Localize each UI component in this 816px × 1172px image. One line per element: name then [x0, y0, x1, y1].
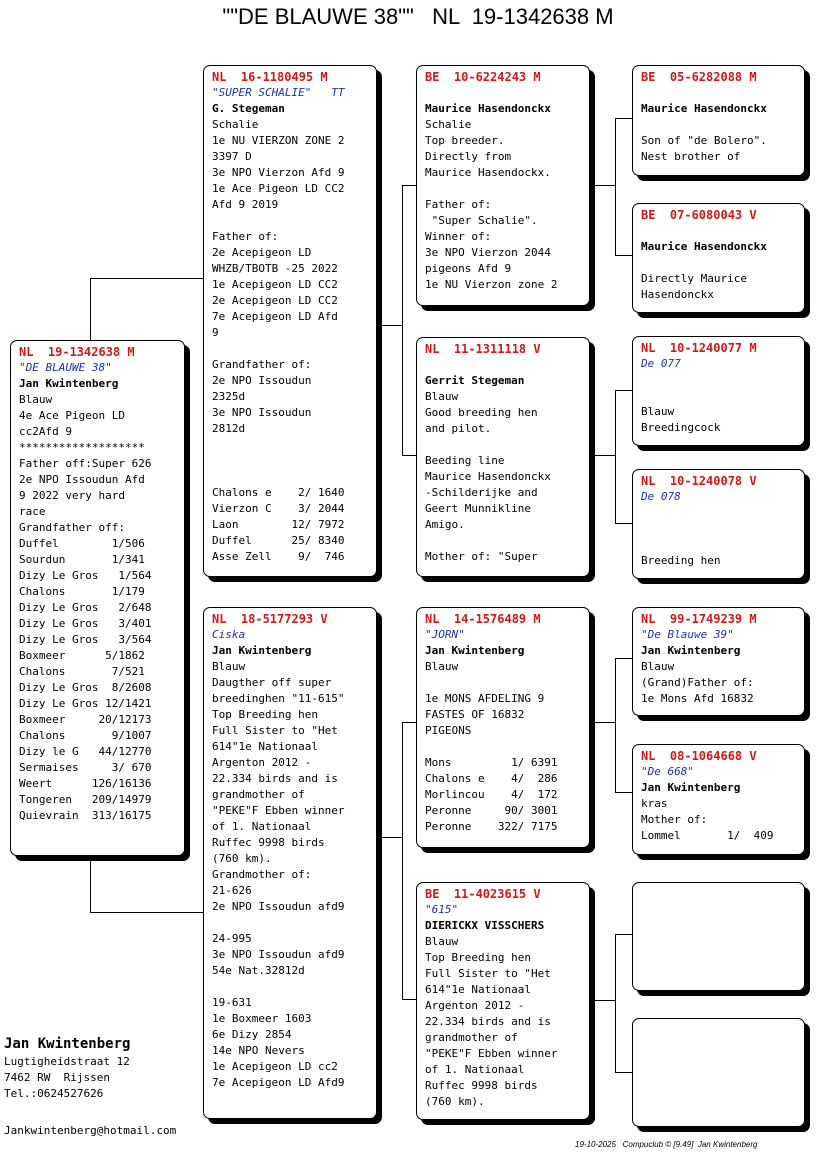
info-line: Argenton 2012 -: [212, 756, 312, 769]
connector-line: [615, 658, 616, 792]
card-mmm-empty: [632, 1018, 805, 1127]
ring-number: BE 07-6080043 V: [641, 208, 757, 222]
ring-number: NL 10-1240077 M: [641, 341, 757, 355]
info-line: Maurice Hasendockx.: [425, 166, 551, 179]
breeder-name: Jan Kwintenberg: [641, 644, 741, 657]
info-line: 614"1e Nationaal: [425, 983, 531, 996]
pigeon-name: "615": [425, 903, 459, 916]
info-line: Grandfather off:: [19, 521, 125, 534]
info-line: breedinghen "11-615": [212, 692, 345, 705]
connector-line: [90, 278, 91, 341]
info-line: pigeons Afd 9: [425, 262, 512, 275]
info-line: Father off:Super 626: [19, 457, 152, 470]
info-line: 3e NPO Issoudun: [212, 406, 312, 419]
info-line: (760 km).: [425, 1095, 485, 1108]
breeder-name: Maurice Hasendonckx: [641, 102, 767, 115]
connector-line: [615, 118, 616, 255]
info-line: Peronne 322/ 7175: [425, 820, 558, 833]
connector-line: [402, 185, 403, 455]
info-line: 2e NPO Issoudun afd9: [212, 900, 345, 913]
info-line: -Schilderijke and: [425, 486, 538, 499]
info-line: Boxmeer 5/1862: [19, 649, 145, 662]
info-line: Directly Maurice: [641, 272, 747, 285]
info-line: *******************: [19, 441, 145, 454]
card-fmf: [632, 336, 805, 446]
info-line: Peronne 90/ 3001: [425, 804, 558, 817]
card-father-father: [416, 65, 590, 306]
info-line: Blauw: [212, 660, 246, 673]
card-mff: [632, 607, 805, 716]
connector-line: [377, 325, 402, 326]
connector-line: [590, 455, 615, 456]
info-line: [641, 521, 804, 537]
info-line: 2e NPO Issoudun Afd: [19, 473, 145, 486]
ring-number: NL 19-1342638 M: [19, 345, 135, 359]
pigeon-name: [425, 85, 589, 101]
breeder-name: DIERICKX VISSCHERS: [425, 919, 545, 932]
card-mother-father: [416, 607, 590, 848]
info-line: Blauw: [425, 390, 459, 403]
info-line: Laon 12/ 7972: [212, 518, 345, 531]
info-line: Dizy Le Gros 2/648: [19, 601, 152, 614]
info-line: Top breeder.: [425, 134, 505, 147]
info-line: Schalie: [212, 118, 259, 131]
connector-line: [615, 118, 632, 119]
info-line: [212, 979, 376, 995]
info-line: "PEKE"F Ebben winner: [425, 1047, 558, 1060]
pigeon-name: "SUPER SCHALIE" TT: [212, 86, 345, 99]
info-line: 2325d: [212, 390, 246, 403]
ring-number: NL 18-5177293 V: [212, 612, 328, 626]
connector-line: [90, 912, 205, 913]
info-line: of 1. Nationaal: [425, 1063, 525, 1076]
pigeon-name: Ciska: [212, 628, 246, 641]
info-line: 3e NPO Vierzon Afd 9: [212, 166, 345, 179]
info-line: 1e Acepigeon LD cc2: [212, 1060, 338, 1073]
info-line: Beeding line: [425, 454, 505, 467]
info-line: 1e Acepigeon LD CC2: [212, 278, 338, 291]
info-line: Top Breeding hen: [212, 708, 318, 721]
info-line: [641, 537, 804, 553]
connector-line: [615, 658, 632, 659]
owner-block: [4, 1034, 130, 1102]
info-line: 2e Acepigeon LD CC2: [212, 294, 338, 307]
breeder-name: Gerrit Stegeman: [425, 374, 525, 387]
card-subject: [10, 340, 185, 856]
info-line: Winner of:: [425, 230, 492, 243]
info-line: 6e Dizy 2854: [212, 1028, 292, 1041]
footer-credit: 19-10-2025 Compuclub © [9.49] Jan Kwintenberg: [575, 1140, 758, 1149]
info-line: Dizy Le Gros 12/1421: [19, 697, 152, 710]
info-line: 1e NU Vierzon zone 2: [425, 278, 558, 291]
info-line: 4e Ace Pigeon LD: [19, 409, 125, 422]
info-line: [641, 117, 804, 133]
info-line: 3397 D: [212, 150, 252, 163]
info-line: Directly from: [425, 150, 512, 163]
connector-line: [615, 934, 616, 1072]
info-line: (Grand)Father of:: [641, 676, 754, 689]
info-line: FASTES OF 16832: [425, 708, 525, 721]
connector-line: [615, 390, 632, 391]
pigeon-name: "De Blauwe 39": [641, 628, 734, 641]
info-line: and pilot.: [425, 422, 492, 435]
info-line: 1e Ace Pigeon LD CC2: [212, 182, 345, 195]
info-line: grandmother of: [212, 788, 305, 801]
info-line: 22.334 birds and is: [212, 772, 338, 785]
info-line: [425, 437, 589, 453]
connector-line: [615, 1072, 632, 1073]
info-line: Afd 9 2019: [212, 198, 279, 211]
info-line: Blauw: [641, 405, 675, 418]
info-line: Vierzon C 3/ 2044: [212, 502, 345, 515]
info-line: Father of:: [425, 198, 492, 211]
info-line: Breeding hen: [641, 554, 721, 567]
info-line: Ruffec 9998 birds: [425, 1079, 538, 1092]
info-line: Chalons 1/179: [19, 585, 145, 598]
info-line: [212, 453, 376, 469]
breeder-name: [641, 372, 804, 388]
info-line: "PEKE"F Ebben winner: [212, 804, 345, 817]
connector-line: [615, 255, 632, 256]
info-line: "Super Schalie".: [425, 214, 538, 227]
ring-number: BE 10-6224243 M: [425, 70, 541, 84]
info-line: Breedingcock: [641, 421, 721, 434]
info-line: 9 2022 very hard: [19, 489, 125, 502]
info-line: Quievrain 313/16175: [19, 809, 152, 822]
info-line: Mother of: "Super: [425, 550, 538, 563]
card-fmm: [632, 469, 805, 579]
info-line: 7e Acepigeon LD Afd9: [212, 1076, 345, 1089]
connector-line: [402, 722, 403, 999]
info-line: Mons 1/ 6391: [425, 756, 558, 769]
info-line: [212, 469, 376, 485]
pigeon-name: De 077: [641, 357, 681, 370]
pigeon-name: [641, 223, 804, 239]
ring-number: NL 10-1240078 V: [641, 474, 757, 488]
info-line: 1e Boxmeer 1603: [212, 1012, 312, 1025]
card-mmf-empty: [632, 882, 805, 991]
info-line: Amigo.: [425, 518, 465, 531]
info-line: Sermaises 3/ 670: [19, 761, 152, 774]
breeder-name: Jan Kwintenberg: [212, 644, 312, 657]
info-line: 14e NPO Nevers: [212, 1044, 305, 1057]
info-line: 2e Acepigeon LD: [212, 246, 312, 259]
info-line: Schalie: [425, 118, 472, 131]
breeder-name: Jan Kwintenberg: [19, 377, 119, 390]
info-line: race: [19, 505, 46, 518]
info-line: grandmother of: [425, 1031, 518, 1044]
info-line: 3e NPO Vierzon 2044: [425, 246, 551, 259]
info-line: Daugther off super: [212, 676, 332, 689]
card-mother: [203, 607, 377, 1119]
info-line: 2812d: [212, 422, 246, 435]
info-line: Chalons 9/1007: [19, 729, 152, 742]
info-line: Grandfather of:: [212, 358, 312, 371]
info-line: Morlincou 4/ 172: [425, 788, 558, 801]
info-line: Duffel 1/506: [19, 537, 145, 550]
breeder-name: [641, 505, 804, 521]
info-line: (760 km).: [212, 852, 272, 865]
info-line: [212, 915, 376, 931]
info-line: Blauw: [425, 935, 459, 948]
info-line: Dizy Le Gros 1/564: [19, 569, 152, 582]
info-line: Maurice Hasendonckx: [425, 470, 551, 483]
info-line: Dizy Le Gros 3/401: [19, 617, 152, 630]
info-line: [212, 437, 376, 453]
info-line: Dizy le G 44/12770: [19, 745, 152, 758]
info-line: 2e NPO Issoudun: [212, 374, 312, 387]
info-line: 1e MONS AFDELING 9: [425, 692, 545, 705]
info-line: PIGEONS: [425, 724, 472, 737]
info-line: Geert Munnikline: [425, 502, 531, 515]
connector-line: [615, 390, 616, 523]
connector-line: [615, 792, 632, 793]
breeder-name: G. Stegeman: [212, 102, 285, 115]
info-line: Father of:: [212, 230, 279, 243]
info-line: Lommel 1/ 409: [641, 829, 774, 842]
card-mfm: [632, 744, 805, 855]
owner-name: Jan Kwintenberg: [4, 1036, 131, 1052]
info-line: cc2Afd 9: [19, 425, 72, 438]
info-line: Dizy Le Gros 3/564: [19, 633, 152, 646]
ring-number: NL 11-1311118 V: [425, 342, 541, 356]
info-line: 21-626: [212, 884, 252, 897]
ring-number: NL 16-1180495 M: [212, 70, 328, 84]
info-line: 3e NPO Issoudun afd9: [212, 948, 345, 961]
ring-number: BE 11-4023615 V: [425, 887, 541, 901]
info-line: 7e Acepigeon LD Afd: [212, 310, 338, 323]
info-line: Nest brother of: [641, 150, 741, 163]
info-line: Chalons e 4/ 286: [425, 772, 558, 785]
connector-line: [90, 857, 91, 912]
info-line: 1e Mons Afd 16832: [641, 692, 754, 705]
info-line: Blauw: [641, 660, 675, 673]
info-line: [425, 533, 589, 549]
breeder-name: Maurice Hasendonckx: [425, 102, 551, 115]
info-line: 614"1e Nationaal: [212, 740, 318, 753]
info-line: Good breeding hen: [425, 406, 538, 419]
info-line: of 1. Nationaal: [212, 820, 312, 833]
owner-email: Jankwintenberg@hotmail.com: [4, 1124, 177, 1137]
info-line: Boxmeer 20/12173: [19, 713, 152, 726]
breeder-name: Jan Kwintenberg: [425, 644, 525, 657]
info-line: Blauw: [19, 393, 53, 406]
pigeon-name: [425, 357, 589, 373]
info-line: 24-995: [212, 932, 252, 945]
info-line: [212, 213, 376, 229]
info-line: 22.334 birds and is: [425, 1015, 551, 1028]
info-line: Dizy Le Gros 8/2608: [19, 681, 152, 694]
info-line: Son of "de Bolero".: [641, 134, 767, 147]
connector-line: [590, 185, 615, 186]
info-line: [641, 388, 804, 404]
breeder-name: Maurice Hasendonckx: [641, 240, 767, 253]
info-line: Blauw: [425, 660, 459, 673]
info-line: WHZB/TBOTB -25 2022: [212, 262, 338, 275]
info-line: Asse Zell 9/ 746: [212, 550, 345, 563]
info-line: Sourdun 1/341: [19, 553, 145, 566]
ring-number: BE 05-6282088 M: [641, 70, 757, 84]
connector-line: [590, 722, 615, 723]
card-fff: [632, 65, 805, 176]
owner-phone: Tel.:0624527626: [4, 1087, 104, 1100]
info-line: Argenton 2012 -: [425, 999, 525, 1012]
ring-number: NL 08-1064668 V: [641, 749, 757, 763]
card-father-mother: [416, 337, 590, 577]
pigeon-name: "De 668": [641, 765, 694, 778]
connector-line: [402, 722, 417, 723]
owner-city: 7462 RW Rijssen: [4, 1071, 110, 1084]
owner-street: Lugtigheidstraat 12: [4, 1055, 130, 1068]
info-line: [641, 255, 804, 271]
card-father: [203, 65, 377, 577]
info-line: [425, 739, 589, 755]
info-line: Full Sister to "Het: [212, 724, 338, 737]
info-line: [212, 341, 376, 357]
info-line: Top Breeding hen: [425, 951, 531, 964]
info-line: Weert 126/16136: [19, 777, 152, 790]
connector-line: [377, 837, 402, 838]
info-line: Full Sister to "Het: [425, 967, 551, 980]
pigeon-name: "JORN": [425, 628, 465, 641]
breeder-name: Jan Kwintenberg: [641, 781, 741, 794]
connector-line: [90, 278, 205, 279]
pigeon-name: "DE BLAUWE 38": [19, 361, 112, 374]
info-line: Hasendonckx: [641, 288, 714, 301]
page-title: ""DE BLAUWE 38"" NL 19-1342638 M: [222, 4, 614, 29]
info-line: 54e Nat.32812d: [212, 964, 305, 977]
info-line: Mother of:: [641, 813, 708, 826]
connector-line: [402, 455, 417, 456]
ring-number: NL 99-1749239 M: [641, 612, 757, 626]
connector-line: [402, 999, 417, 1000]
info-line: 9: [212, 326, 219, 339]
info-line: 1e NU VIERZON ZONE 2: [212, 134, 345, 147]
connector-line: [590, 1000, 615, 1001]
info-line: Duffel 25/ 8340: [212, 534, 345, 547]
connector-line: [615, 934, 632, 935]
pigeon-name: De 078: [641, 490, 681, 503]
info-line: Tongeren 209/14979: [19, 793, 152, 806]
pigeon-name: [641, 85, 804, 101]
card-ffm: [632, 203, 805, 313]
info-line: Grandmother of:: [212, 868, 312, 881]
info-line: [425, 675, 589, 691]
info-line: Chalons e 2/ 1640: [212, 486, 345, 499]
connector-line: [615, 523, 632, 524]
info-line: kras: [641, 797, 668, 810]
info-line: Chalons 7/521: [19, 665, 145, 678]
info-line: Ruffec 9998 birds: [212, 836, 325, 849]
info-line: 19-631: [212, 996, 252, 1009]
connector-line: [402, 185, 417, 186]
ring-number: NL 14-1576489 M: [425, 612, 541, 626]
card-mother-mother: [416, 882, 590, 1120]
info-line: [425, 181, 589, 197]
